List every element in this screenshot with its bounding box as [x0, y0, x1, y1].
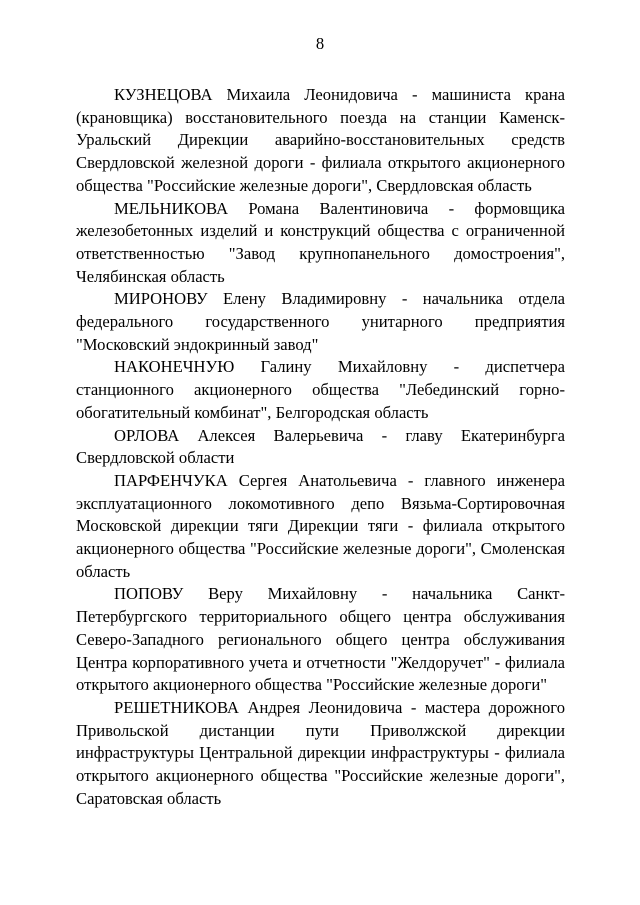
award-entry-kuznetsov: КУЗНЕЦОВА Михаила Леонидовича - машиниста крана (крановщика) восстановительного поезда на станции Каменск-Уральский Дирекции аварийно-восстановительных средств Свердловской железной дороги - филиала открытого акционерного общества "Российские железные дороги", Свердловская область	[76, 85, 565, 195]
award-entry-parfenchuk: ПАРФЕНЧУКА Сергея Анатольевича - главного инженера эксплуатационного локомотивного депо Вязьма-Сортировочная Московской дирекции тяги Дирекции тяги - филиала открытого акционерного общества "Российские железные дороги", Смоленская область	[76, 470, 565, 581]
award-entry-nakonechnaya: НАКОНЕЧНУЮ Галину Михайловну - диспетчера станционного акционерного общества "Лебединский горно-обогатительный комбинат", Белгородская область	[76, 357, 565, 422]
award-entry-melnikov: МЕЛЬНИКОВА Романа Валентиновича - формовщика железобетонных изделий и конструкций общества с ограниченной ответственностью "Завод крупнопанельного домостроения", Челябинская область	[76, 198, 565, 286]
award-entry-mironova: МИРОНОВУ Елену Владимировну - начальника отдела федерального государственного унитарного предприятия "Московский эндокринный завод"	[76, 289, 565, 354]
page-number: 8	[315, 34, 325, 53]
award-entry-orlov: ОРЛОВА Алексея Валерьевича - главу Екатеринбурга Свердловской области	[76, 425, 565, 468]
award-list	[76, 84, 565, 811]
award-entry-reshetnikov: РЕШЕТНИКОВА Андрея Леонидовича - мастера дорожного Привольской дистанции пути Приволжской дирекции инфраструктуры Центральной дирекции инфраструктуры - филиала открытого акционерного общества "Российские железные дороги", Саратовская область	[76, 697, 565, 808]
award-entry-popova: ПОПОВУ Веру Михайловну - начальника Санкт-Петербургского территориального общего центра обслуживания Северо-Западного регионального общего центра обслуживания Центра корпоративного учета и отчетности "Желдоручет" - филиала открытого акционерного общества "Российские железные дороги"	[76, 584, 565, 695]
